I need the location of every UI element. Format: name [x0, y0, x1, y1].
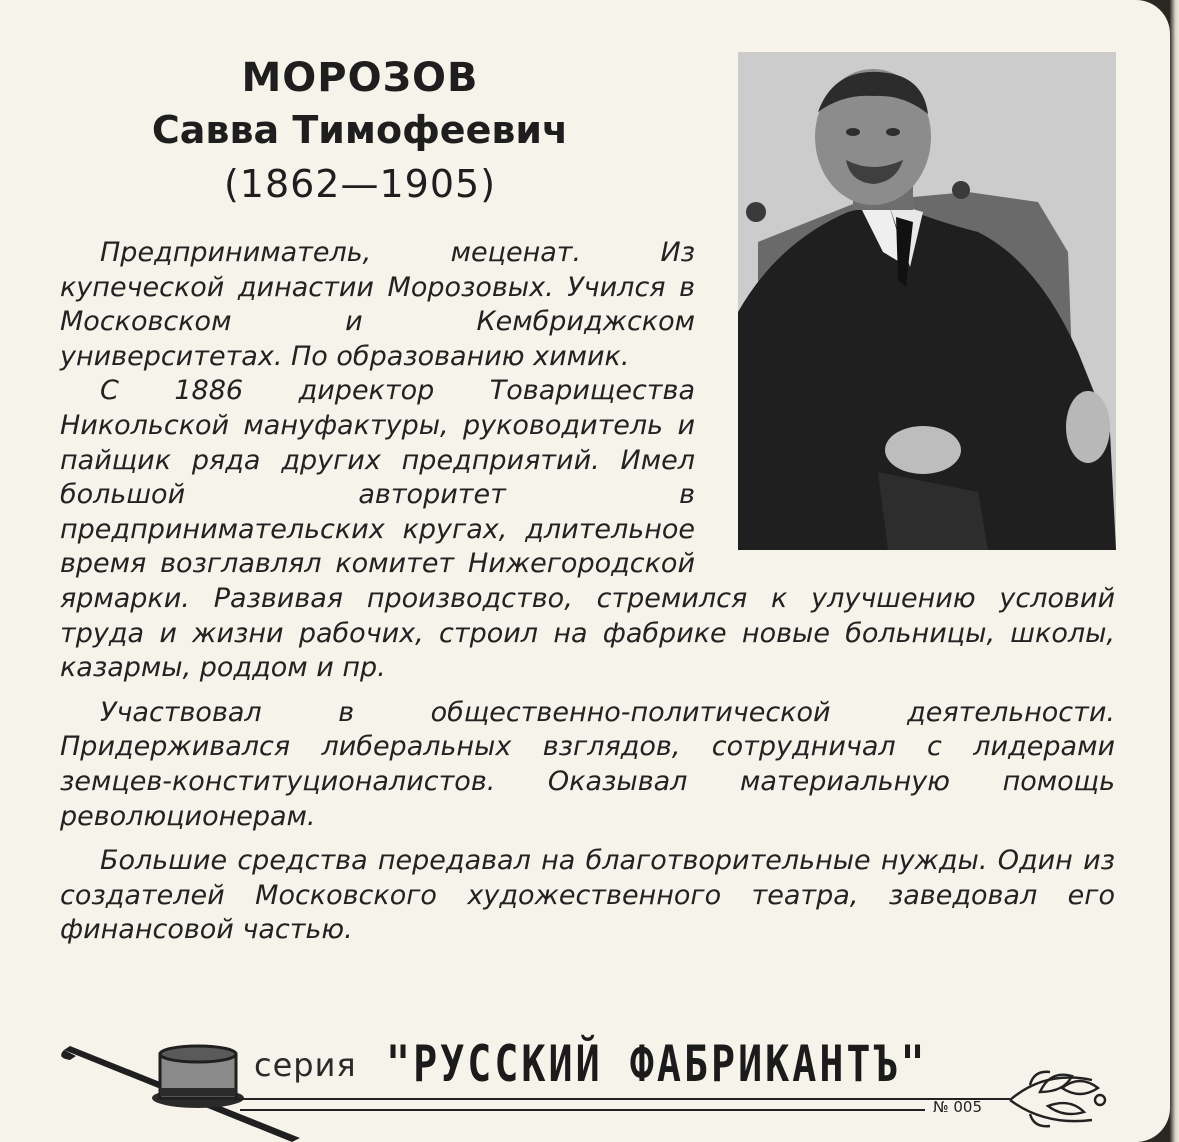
- life-years: (1862—1905): [223, 162, 497, 206]
- card-number: № 005: [933, 1098, 982, 1116]
- series-title: "РУССКИЙ ФАБРИКАНТЪ": [386, 1036, 928, 1094]
- given-names: Савва Тимофеевич: [151, 108, 569, 152]
- biography: [60, 236, 1115, 948]
- bio-paragraph: Участвовал в общественно-политической деятельности. Придерживался либеральных взглядов, сотрудничал с лидерами земцев-конституционалистов. Оказывал материальную помощь революционерам.: [60, 696, 1115, 832]
- bio-paragraph: С 1886 директор Товарищества Никольской мануфактуры, руководитель и пайщик ряда других предприятий. Имел большой авторитет в предпринимательских кругах, длительное время возглавлял комитет Нижегородской ярмарки. Развивая производство, стремился к улучшению условий труда и жизни рабочих, строил на фабрике новые больницы, школы, казармы, роддом и пр.: [60, 375, 1115, 684]
- name-block: [60, 52, 660, 212]
- photo-wrap-space: [695, 236, 1115, 570]
- bio-paragraph: Предприниматель, меценат. Из купеческой династии Морозовых. Учился в Московском и Кембриджском университетах. По образованию химик.: [60, 237, 695, 372]
- adjacent-card-edge: [1170, 0, 1179, 1142]
- series-label: серия: [254, 1046, 357, 1084]
- bio-paragraph: Большие средства передавал на благотворительные нужды. Один из создателей Московского художественного театра, заведовал его финансовой частью.: [60, 845, 1115, 946]
- surname: МОРОЗОВ: [241, 55, 479, 101]
- hop-cone-icon: [1010, 1072, 1105, 1126]
